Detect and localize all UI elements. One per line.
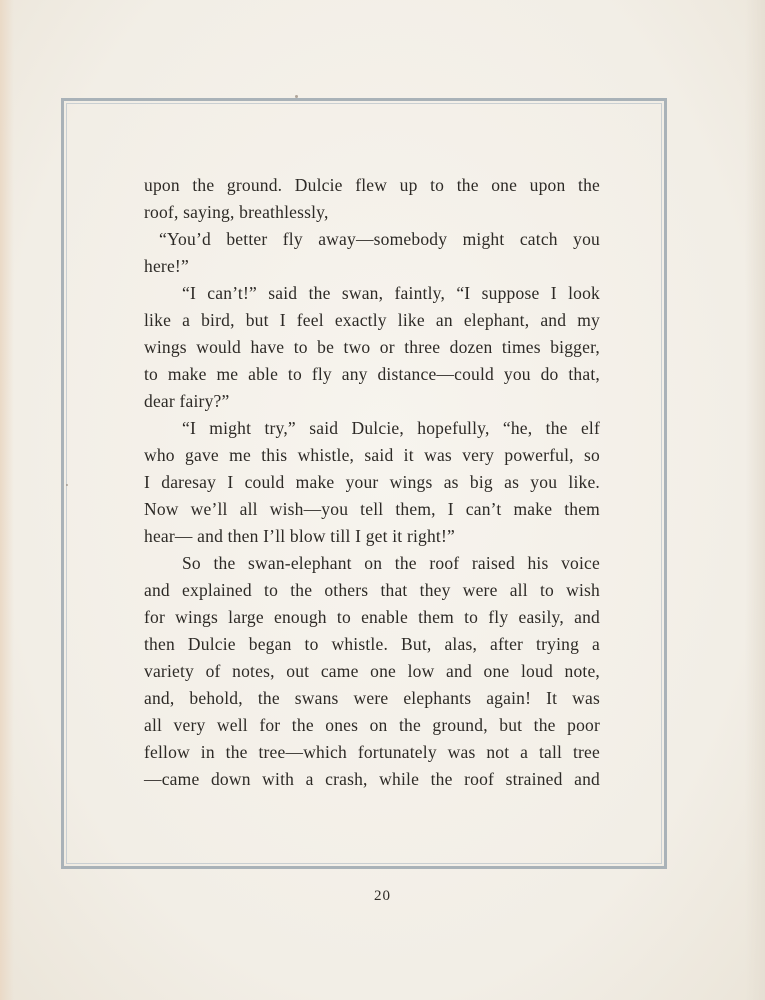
text-line: for wings large enough to enable them to fly easily, and: [144, 607, 600, 627]
page-edge-right: [745, 0, 765, 1000]
ink-speck: [295, 95, 298, 98]
page-number: 20: [374, 888, 391, 904]
text-line: fellow in the tree—which fortunately was not a tall tree: [144, 742, 600, 762]
text-line: all very well for the ones on the ground, but the poor: [144, 715, 600, 735]
text-line: who gave me this whistle, said it was very powerful, so: [144, 445, 600, 465]
text-line: —came down with a crash, while the roof strained and: [144, 769, 600, 789]
page-edge-left: [0, 0, 14, 1000]
text-line: and, behold, the swans were elephants again! It was: [144, 688, 600, 708]
text-line: “I can’t!” said the swan, faintly, “I suppose I look: [182, 283, 600, 303]
text-line: upon the ground. Dulcie flew up to the one upon the: [144, 175, 600, 195]
text-line: “You’d better fly away—somebody might catch you: [159, 229, 600, 249]
text-line: and explained to the others that they were all to wish: [144, 580, 600, 600]
text-line: I daresay I could make your wings as big as you like.: [144, 472, 600, 492]
text-line: here!”: [144, 256, 189, 276]
ink-speck: [66, 484, 68, 486]
text-line: hear— and then I’ll blow till I get it right!”: [144, 526, 455, 546]
text-line: So the swan-elephant on the roof raised his voice: [182, 553, 600, 573]
text-line: “I might try,” said Dulcie, hopefully, “he, the elf: [182, 418, 600, 438]
text-line: like a bird, but I feel exactly like an elephant, and my: [144, 310, 600, 330]
text-line: Now we’ll all wish—you tell them, I can’t make them: [144, 499, 600, 519]
text-line: dear fairy?”: [144, 391, 230, 411]
body-text: [144, 172, 600, 793]
text-line: to make me able to fly any distance—could you do that,: [144, 364, 600, 384]
text-line: then Dulcie began to whistle. But, alas, after trying a: [144, 634, 600, 654]
text-line: roof, saying, breathlessly,: [144, 202, 329, 222]
text-line: wings would have to be two or three dozen times bigger,: [144, 337, 600, 357]
text-line: variety of notes, out came one low and one loud note,: [144, 661, 600, 681]
